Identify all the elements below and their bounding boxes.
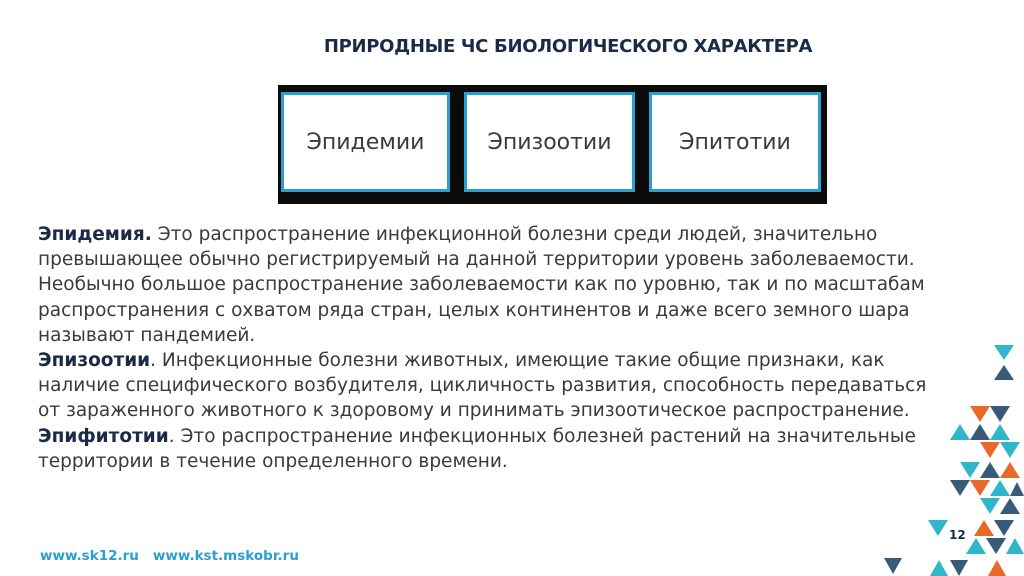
term-epizootic: Эпизоотии	[38, 350, 151, 372]
paragraph-epizootic	[38, 348, 938, 424]
term-epidemic: Эпидемия.	[38, 224, 152, 245]
category-box-epiphytotics: Эпитотии	[649, 92, 821, 192]
definition-epiphytotic: . Это распространение инфекционных болезней растений на значительные территории в течение определенного времени.	[38, 425, 916, 472]
categories-strip	[278, 85, 827, 204]
page-number: 12	[949, 528, 966, 542]
term-epiphytotic: Эпифитотии	[38, 425, 169, 447]
triangle-pattern-decoration	[870, 340, 1024, 576]
slide-title: ПРИРОДНЫЕ ЧС БИОЛОГИЧЕСКОГО ХАРАКТЕРА	[323, 36, 813, 57]
definition-epidemic: Это распространение инфекционной болезни среди людей, значительно превышающее обычно регистрируемый на данной территории уровень заболеваемости. Необычно большое распространение заболеваемости как по уровню, так и по масштабам распространения с охватом ряда стран, целых континентов и даже всего земного шара называют пандемией.	[38, 224, 925, 346]
category-box-epizootics: Эпизоотии	[464, 92, 635, 192]
footer-link-sk12[interactable]: www.sk12.ru	[40, 548, 139, 564]
category-box-epidemics: Эпидемии	[281, 92, 450, 192]
footer-links	[40, 548, 299, 564]
paragraph-epiphytotic	[38, 424, 938, 474]
footer-link-kst[interactable]: www.kst.mskobr.ru	[152, 548, 299, 564]
definition-epizootic: . Инфекционные болезни животных, имеющие такие общие признаки, как наличие специфического возбудителя, цикличность развития, способность передаваться от зараженного животного к здоровому и принимать эпизоотическое распространение.	[38, 350, 927, 422]
paragraph-epidemic	[38, 222, 938, 348]
body-text	[38, 222, 938, 474]
